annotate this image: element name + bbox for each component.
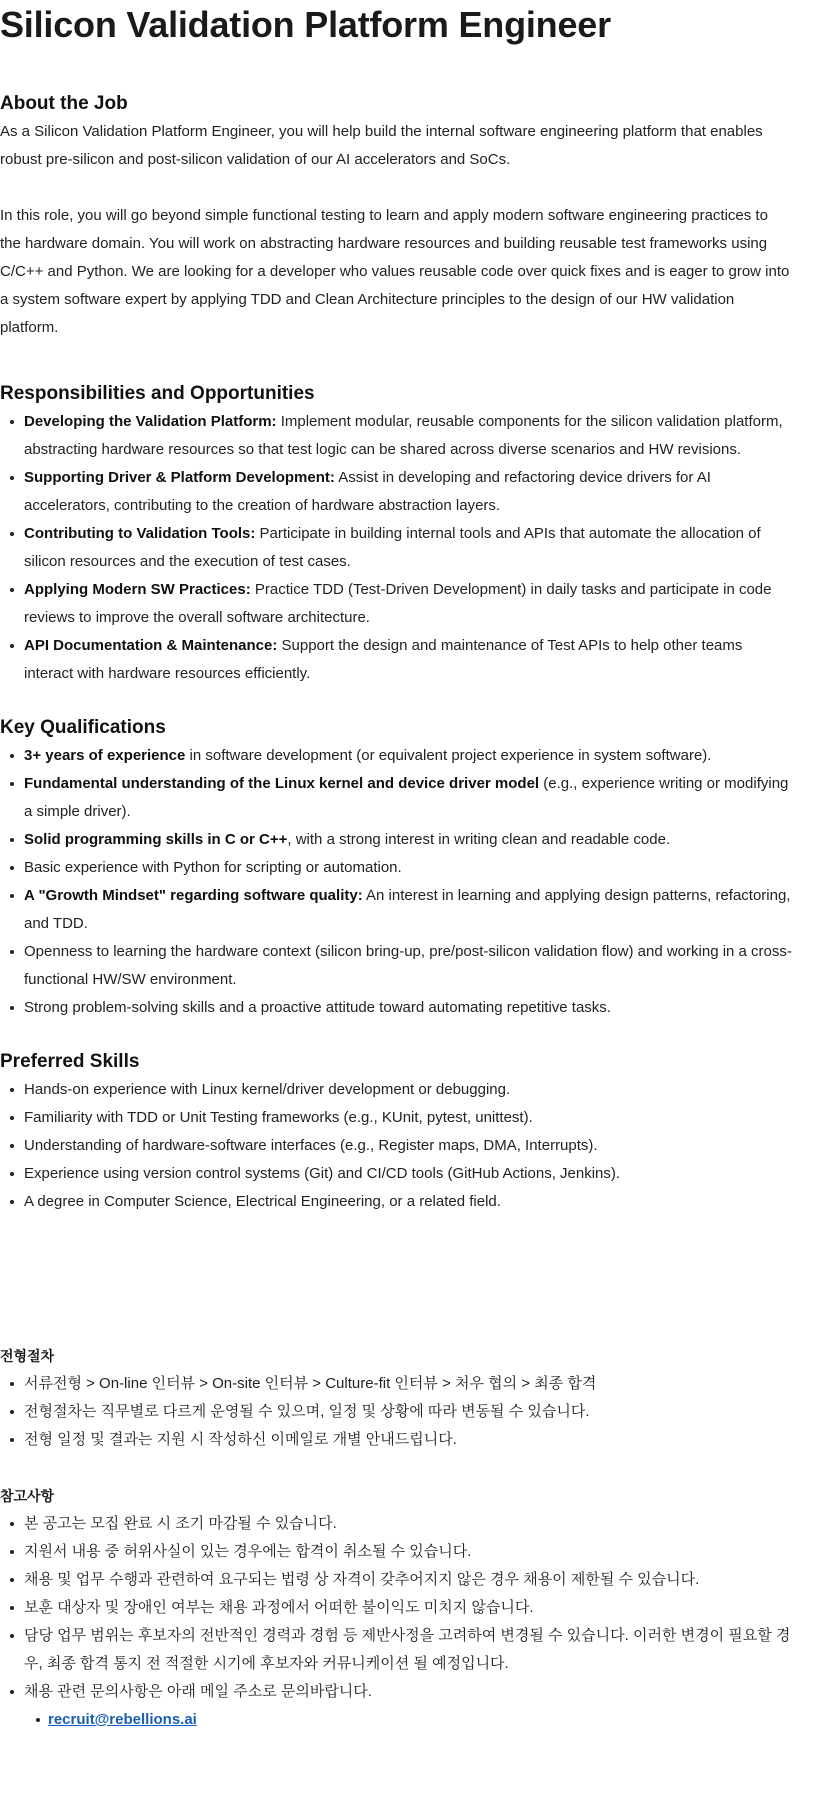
list-item: 보훈 대상자 및 장애인 여부는 채용 과정에서 어떠한 불이익도 미치지 않습니다. xyxy=(24,1594,792,1622)
qualifications-heading: Key Qualifications xyxy=(0,717,166,738)
item-text: An interest in learning and applying design patterns, refactoring, and TDD. xyxy=(24,887,791,932)
list-item: Experience using version control systems (Git) and CI/CD tools (GitHub Actions, Jenkins). xyxy=(24,1160,792,1188)
notes-list xyxy=(0,1510,792,1734)
preferred-heading: Preferred Skills xyxy=(0,1051,140,1072)
item-text: Support the design and maintenance of Test APIs to help other teams interact with hardware resources efficiently. xyxy=(24,637,743,682)
item-bold-label: Developing the Validation Platform: xyxy=(24,413,277,430)
item-bold-label: A "Growth Mindset" regarding software quality: xyxy=(24,887,363,904)
list-item: 전형 일정 및 결과는 지원 시 작성하신 이메일로 개별 안내드립니다. xyxy=(24,1426,792,1454)
responsibilities-heading: Responsibilities and Opportunities xyxy=(0,383,315,404)
item-text: 채용 관련 문의사항은 아래 메일 주소로 문의바랍니다. xyxy=(24,1683,372,1700)
list-item xyxy=(24,826,792,854)
list-item: 담당 업무 범위는 후보자의 전반적인 경력과 경험 등 제반사정을 고려하여 변경될 수 있습니다. 이러한 변경이 필요할 경우, 최종 합격 통지 전 적절한 시기에 후보자와 커뮤니케이션 될 예정입니다. xyxy=(24,1622,792,1678)
list-item xyxy=(24,1678,792,1734)
list-item: 채용 및 업무 수행과 관련하여 요구되는 법령 상 자격이 갖추어지지 않은 경우 채용이 제한될 수 있습니다. xyxy=(24,1566,792,1594)
item-text: Implement modular, reusable components for the silicon validation platform, abstracting hardware resources so that test logic can be shared across diverse scenarios and HW revisions. xyxy=(24,413,783,458)
item-bold-label: Solid programming skills in C or C++ xyxy=(24,831,288,848)
item-text: Participate in building internal tools and APIs that automate the allocation of silicon resources and the execution of test cases. xyxy=(24,525,761,570)
list-item: 지원서 내용 중 허위사실이 있는 경우에는 합격이 취소될 수 있습니다. xyxy=(24,1538,792,1566)
list-item xyxy=(24,854,792,882)
qualifications-list xyxy=(0,742,792,1022)
item-text: Strong problem-solving skills and a proactive attitude toward automating repetitive tasks. xyxy=(24,999,611,1016)
item-text: in software development (or equivalent project experience in system software). xyxy=(185,747,712,764)
list-item xyxy=(24,408,792,464)
list-item xyxy=(24,770,792,826)
list-item xyxy=(48,1706,792,1734)
item-text: Openness to learning the hardware context (silicon bring-up, pre/post-silicon validation flow) and working in a cross-functional HW/SW environment. xyxy=(24,943,792,988)
list-item xyxy=(24,742,792,770)
item-text: , with a strong interest in writing clean and readable code. xyxy=(287,831,671,848)
item-bold-label: 3+ years of experience xyxy=(24,747,186,764)
list-item xyxy=(24,994,792,1022)
item-bold-label: Supporting Driver & Platform Development: xyxy=(24,469,335,486)
list-item: Familiarity with TDD or Unit Testing frameworks (e.g., KUnit, pytest, unittest). xyxy=(24,1104,792,1132)
item-bold-label: Contributing to Validation Tools: xyxy=(24,525,256,542)
process-list xyxy=(0,1370,792,1454)
list-item xyxy=(24,632,792,688)
list-item: 전형절차는 직무별로 다르게 운영될 수 있으며, 일정 및 상황에 따라 변동될 수 있습니다. xyxy=(24,1398,792,1426)
list-item xyxy=(24,882,792,938)
about-heading: About the Job xyxy=(0,93,128,114)
list-item: Hands-on experience with Linux kernel/driver development or debugging. xyxy=(24,1076,792,1104)
list-item: Understanding of hardware-software interfaces (e.g., Register maps, DMA, Interrupts). xyxy=(24,1132,792,1160)
list-item xyxy=(24,938,792,994)
notes-heading: 참고사항 xyxy=(0,1488,55,1504)
list-item: A degree in Computer Science, Electrical Engineering, or a related field. xyxy=(24,1188,792,1216)
list-item: 본 공고는 모집 완료 시 조기 마감될 수 있습니다. xyxy=(24,1510,792,1538)
page-title: Silicon Validation Platform Engineer xyxy=(0,4,611,45)
about-paragraph-1: As a Silicon Validation Platform Engineer, you will help build the internal software engineering platform that enables robust pre-silicon and post-silicon validation of our AI accelerators and SoCs. xyxy=(0,123,763,168)
process-heading: 전형절차 xyxy=(0,1348,55,1364)
preferred-list xyxy=(0,1076,792,1216)
item-bold-label: Fundamental understanding of the Linux kernel and device driver model xyxy=(24,775,540,792)
list-item xyxy=(24,520,792,576)
list-item: 서류전형 > On-line 인터뷰 > On-site 인터뷰 > Culture-fit 인터뷰 > 처우 협의 > 최종 합격 xyxy=(24,1370,792,1398)
list-item xyxy=(24,464,792,520)
responsibilities-list xyxy=(0,408,792,688)
item-bold-label: API Documentation & Maintenance: xyxy=(24,637,278,654)
item-text: Practice TDD (Test-Driven Development) in daily tasks and participate in code reviews to improve the overall software architecture. xyxy=(24,581,772,626)
item-bold-label: Applying Modern SW Practices: xyxy=(24,581,251,598)
item-text: Assist in developing and refactoring device drivers for AI accelerators, contributing to the creation of hardware abstraction layers. xyxy=(24,469,711,514)
contact-sublist xyxy=(24,1706,792,1734)
list-item xyxy=(24,576,792,632)
item-text: (e.g., experience writing or modifying a simple driver). xyxy=(24,775,789,820)
item-text: Basic experience with Python for scripting or automation. xyxy=(24,859,402,876)
recruit-email-link[interactable]: recruit@rebellions.ai xyxy=(48,1711,197,1728)
about-paragraph-2: In this role, you will go beyond simple functional testing to learn and apply modern software engineering practices to the hardware domain. You will work on abstracting hardware resources and building reusable test frameworks using C/C++ and Python. We are looking for a developer who values reusable code over quick fixes and is eager to grow into a system software expert by applying TDD and Clean Architecture principles to the design of our HW validation platform. xyxy=(0,207,790,336)
